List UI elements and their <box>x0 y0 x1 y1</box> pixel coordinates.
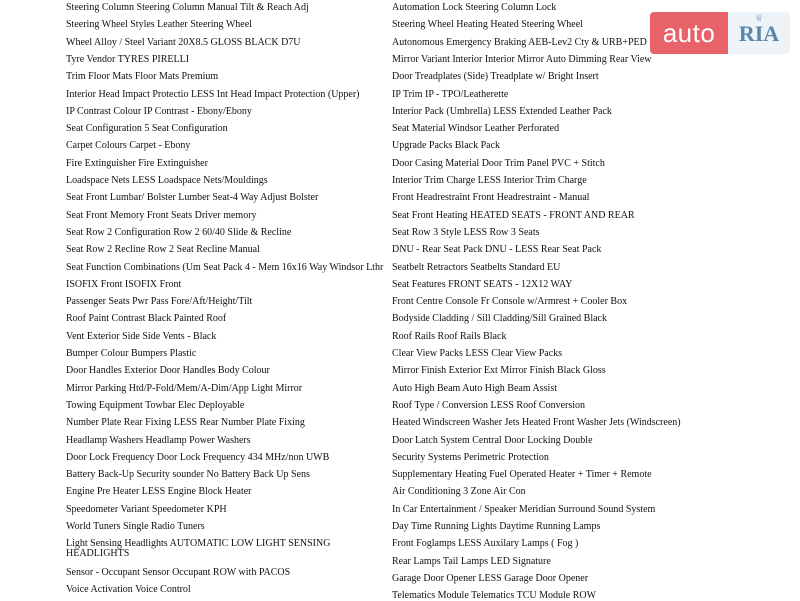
equipment-item: Bodyside Cladding / Sill Cladding/Sill Grained Black <box>392 313 607 324</box>
equipment-item: Steering Wheel Styles Leather Steering Wheel <box>66 19 252 30</box>
equipment-item: Interior Trim Charge LESS Interior Trim Charge <box>392 175 587 186</box>
equipment-item: Door Treadplates (Side) Treadplate w/ Bright Insert <box>392 71 599 82</box>
equipment-item: Seat Row 2 Recline Row 2 Seat Recline Manual <box>66 244 260 255</box>
equipment-item: Auto High Beam Auto High Beam Assist <box>392 383 557 394</box>
equipment-item: Clear View Packs LESS Clear View Packs <box>392 348 563 359</box>
equipment-item: Door Handles Exterior Door Handles Body Colour <box>66 365 270 376</box>
equipment-item: Steering Column Steering Column Manual Tilt & Reach Adj <box>66 2 309 13</box>
equipment-item: Carpet Colours Carpet - Ebony <box>66 140 191 151</box>
equipment-item: Fire Extinguisher Fire Extinguisher <box>66 158 208 169</box>
equipment-item: Automation Lock Steering Column Lock <box>392 2 557 13</box>
equipment-item: Vent Exterior Side Side Vents - Black <box>66 331 217 342</box>
equipment-item: Seat Configuration 5 Seat Configuration <box>66 123 228 134</box>
equipment-item: Air Conditioning 3 Zone Air Con <box>392 486 526 497</box>
equipment-item: Voice Activation Voice Control <box>66 584 191 595</box>
equipment-item: Interior Head Impact Protectio LESS Int Head Impact Protection (Upper) <box>66 89 360 100</box>
equipment-item: Engine Pre Heater LESS Engine Block Heater <box>66 486 252 497</box>
equipment-item: Seat Row 2 Configuration Row 2 60/40 Slide & Recline <box>66 227 292 238</box>
equipment-item: Battery Back-Up Security sounder No Battery Back Up Sens <box>66 469 310 480</box>
equipment-item: Roof Type / Conversion LESS Roof Conversion <box>392 400 586 411</box>
equipment-item: Headlamp Washers Headlamp Power Washers <box>66 435 251 446</box>
equipment-item: World Tuners Single Radio Tuners <box>66 521 205 532</box>
equipment-item: Day Time Running Lights Daytime Running Lamps <box>392 521 601 532</box>
equipment-item: Trim Floor Mats Floor Mats Premium <box>66 71 219 82</box>
equipment-item: Heated Windscreen Washer Jets Heated Front Washer Jets (Windscreen) <box>392 417 681 428</box>
equipment-item: Telematics Module Telematics TCU Module ROW <box>392 590 597 601</box>
equipment-item: Tyre Vendor TYRES PIRELLI <box>66 54 190 65</box>
equipment-item: IP Contrast Colour IP Contrast - Ebony/Ebony <box>66 106 252 117</box>
equipment-item: Rear Lamps Tail Lamps LED Signature <box>392 556 551 567</box>
equipment-item: Door Casing Material Door Trim Panel PVC + Stitch <box>392 158 605 169</box>
equipment-item: Garage Door Opener LESS Garage Door Opener <box>392 573 589 584</box>
equipment-item: Loadspace Nets LESS Loadspace Nets/Mouldings <box>66 175 268 186</box>
equipment-item: Interior Pack (Umbrella) LESS Extended Leather Pack <box>392 106 612 117</box>
equipment-item: Seat Front Heating HEATED SEATS - FRONT AND REAR <box>392 210 635 221</box>
equipment-item: Front Centre Console Fr Console w/Armrest + Cooler Box <box>392 296 628 307</box>
equipment-item: Mirror Finish Exterior Ext Mirror Finish Black Gloss <box>392 365 606 376</box>
equipment-item: Front Foglamps LESS Auxilary Lamps ( Fog ) <box>392 538 579 549</box>
equipment-item: DNU - Rear Seat Pack DNU - LESS Rear Seat Pack <box>392 244 602 255</box>
equipment-item: Autonomous Emergency Braking AEB-Lev2 Cty & URB+PED <box>392 37 647 48</box>
equipment-item: Upgrade Packs Black Pack <box>392 140 501 151</box>
logo-ria-text: RIA <box>738 21 780 46</box>
equipment-item: Wheel Alloy / Steel Variant 20X8.5 GLOSS BLACK D7U <box>66 37 301 48</box>
equipment-item: Bumper Colour Bumpers Plastic <box>66 348 197 359</box>
equipment-item: Steering Wheel Heating Heated Steering Wheel <box>392 19 583 30</box>
equipment-item: Seat Row 3 Style LESS Row 3 Seats <box>392 227 540 238</box>
equipment-item: In Car Entertainment / Speaker Meridian Surround Sound System <box>392 504 656 515</box>
equipment-item: Supplementary Heating Fuel Operated Heater + Timer + Remote <box>392 469 652 480</box>
equipment-item: Security Systems Perimetric Protection <box>392 452 549 463</box>
equipment-item: Seat Front Memory Front Seats Driver memory <box>66 210 257 221</box>
equipment-item: Sensor - Occupant Sensor Occupant ROW with PACOS <box>66 567 291 578</box>
equipment-item: Roof Paint Contrast Black Painted Roof <box>66 313 227 324</box>
equipment-item: Light Sensing Headlights AUTOMATIC LOW LIGHT SENSING HEADLIGHTS <box>66 538 331 559</box>
equipment-item: Door Lock Frequency Door Lock Frequency 434 MHz/non UWB <box>66 452 330 463</box>
crown-icon: ♕ <box>754 13 764 23</box>
equipment-item: Mirror Parking Htd/P-Fold/Mem/A-Dim/App Light Mirror <box>66 383 303 394</box>
equipment-item: Towing Equipment Towbar Elec Deployable <box>66 400 245 411</box>
logo-auto-text: auto <box>650 12 728 54</box>
equipment-item: Mirror Variant Interior Interior Mirror Auto Dimming Rear View <box>392 54 652 65</box>
equipment-item: Passenger Seats Pwr Pass Fore/Aft/Height/Tilt <box>66 296 253 307</box>
auto-ria-logo[interactable] <box>650 12 790 54</box>
equipment-item: Number Plate Rear Fixing LESS Rear Number Plate Fixing <box>66 417 305 428</box>
equipment-item: Seat Function Combinations (Um Seat Pack 4 - Mem 16x16 Way Windsor Lthr <box>66 262 384 273</box>
logo-ria-block <box>728 12 790 54</box>
equipment-item: Roof Rails Roof Rails Black <box>392 331 507 342</box>
equipment-item: IP Trim IP - TPO/Leatherette <box>392 89 509 100</box>
equipment-item: Speedometer Variant Speedometer KPH <box>66 504 227 515</box>
equipment-item: Seat Features FRONT SEATS - 12X12 WAY <box>392 279 573 290</box>
equipment-item: Seatbelt Retractors Seatbelts Standard EU <box>392 262 561 273</box>
equipment-item: Seat Front Lumbar/ Bolster Lumber Seat-4 Way Adjust Bolster <box>66 192 319 203</box>
equipment-item: Seat Material Windsor Leather Perforated <box>392 123 560 134</box>
equipment-item: Front Headrestraint Front Headrestraint - Manual <box>392 192 590 203</box>
equipment-item: Door Latch System Central Door Locking Double <box>392 435 593 446</box>
equipment-item: ISOFIX Front ISOFIX Front <box>66 279 182 290</box>
